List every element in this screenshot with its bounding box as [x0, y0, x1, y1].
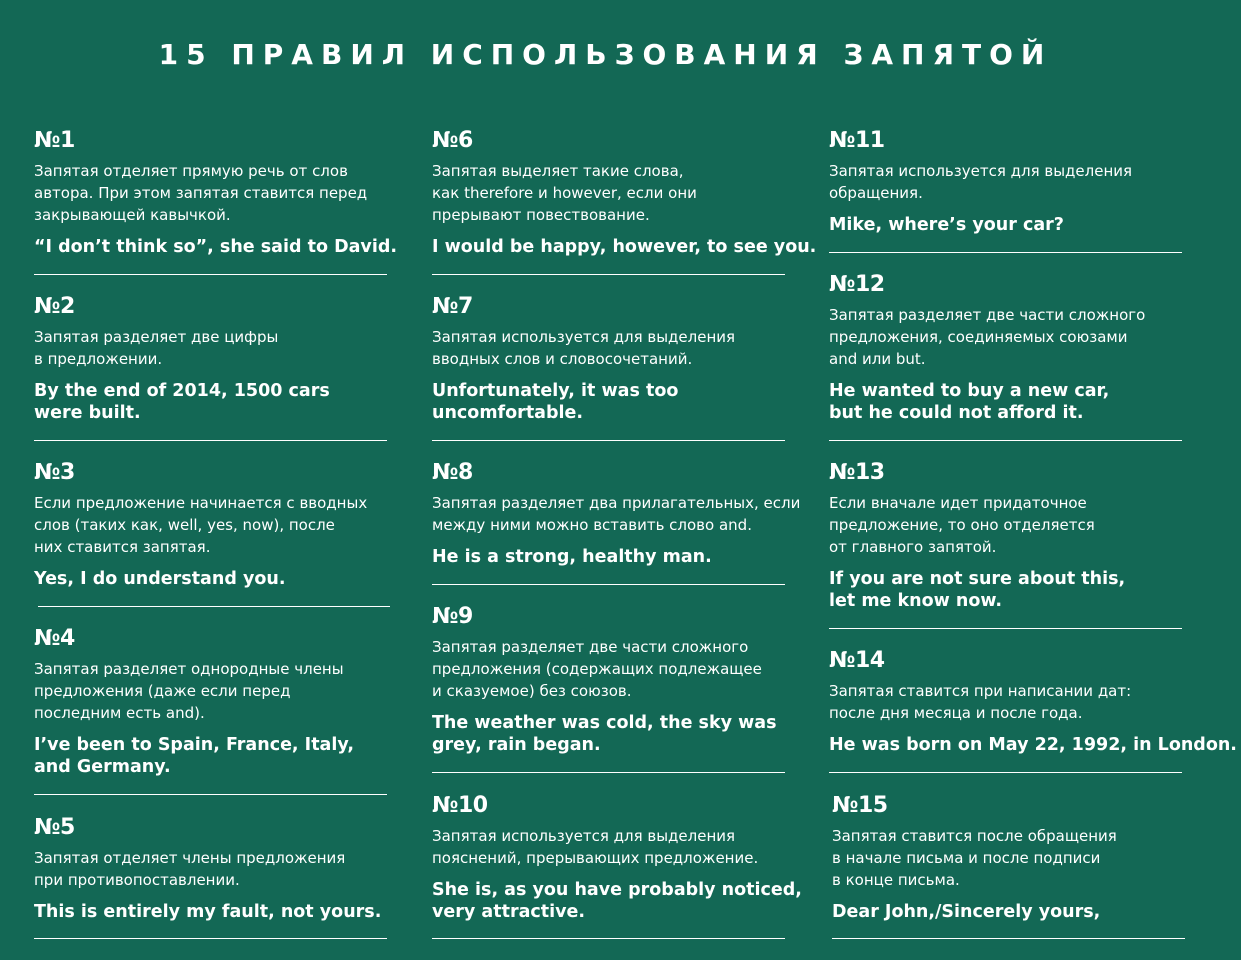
- rule-example: He was born on May 22, 1992, in London.: [829, 735, 1237, 755]
- divider: [38, 606, 390, 607]
- divider: [432, 938, 785, 939]
- rule-example: Unfortunately, it was too uncomfortable.: [432, 381, 679, 423]
- divider: [432, 584, 785, 585]
- divider: [34, 440, 387, 441]
- rule-example: She is, as you have probably noticed, very attractive.: [432, 880, 802, 922]
- rule-example: Mike, where’s your car?: [829, 215, 1064, 235]
- rule-number: №3: [34, 460, 75, 485]
- rule-description: Запятая разделяет две части сложного предложения, соединяемых союзами and или but.: [829, 306, 1146, 368]
- rule-12: [829, 272, 1145, 424]
- rule-number: №13: [829, 460, 885, 485]
- rule-description: Запятая используется для выделения пояснений, прерывающих предложение.: [432, 827, 759, 867]
- rule-number: №14: [829, 648, 885, 673]
- rule-example: I would be happy, however, to see you.: [432, 237, 817, 257]
- divider: [432, 274, 785, 275]
- rule-number: №12: [829, 272, 885, 297]
- rule-number: №11: [829, 128, 885, 153]
- rule-8: [432, 460, 800, 568]
- rule-example: He is a strong, healthy man.: [432, 547, 712, 567]
- rule-number: №7: [432, 294, 473, 319]
- rule-example: He wanted to buy a new car, but he could not afford it.: [829, 381, 1110, 423]
- divider: [829, 628, 1182, 629]
- rule-2: [34, 294, 330, 424]
- rule-description: Запятая отделяет члены предложения при противопоставлении.: [34, 849, 346, 889]
- rule-description: Запятая ставится при написании дат: после дня месяца и после года.: [829, 682, 1132, 722]
- rule-number: №2: [34, 294, 75, 319]
- rule-example: The weather was cold, the sky was grey, rain began.: [432, 713, 777, 755]
- rule-number: №4: [34, 626, 75, 651]
- rule-9: [432, 604, 777, 756]
- rule-number: №5: [34, 815, 75, 840]
- rule-13: [829, 460, 1125, 612]
- rule-example: This is entirely my fault, not yours.: [34, 902, 382, 922]
- rule-example: “I don’t think so”, she said to David.: [34, 237, 397, 257]
- rule-description: Запятая разделяет две части сложного предложения (содержащих подлежащее и сказуемое) без союзов.: [432, 638, 762, 700]
- rule-1: [34, 128, 397, 258]
- divider: [34, 938, 387, 939]
- rule-description: Запятая разделяет две цифры в предложении.: [34, 328, 279, 368]
- rule-description: Запятая разделяет однородные члены предложения (даже если перед последним есть and).: [34, 660, 344, 722]
- divider: [432, 772, 785, 773]
- rule-description: Запятая разделяет два прилагательных, если между ними можно вставить слово and.: [432, 494, 801, 534]
- rule-number: №15: [832, 793, 888, 818]
- rule-example: Yes, I do understand you.: [34, 569, 286, 589]
- rule-example: I’ve been to Spain, France, Italy, and Germany.: [34, 735, 355, 777]
- rule-number: №9: [432, 604, 473, 629]
- rule-description: Если вначале идет придаточное предложение, то оно отделяется от главного запятой.: [829, 494, 1095, 556]
- rule-5: [34, 815, 381, 923]
- rule-description: Если предложение начинается с вводных слов (таких как, well, yes, now), после них ставится запятая.: [34, 494, 368, 556]
- divider: [829, 440, 1182, 441]
- rule-description: Запятая отделяет прямую речь от слов автора. При этом запятая ставится перед закрывающей кавычкой.: [34, 162, 368, 224]
- rule-10: [432, 793, 802, 923]
- rule-description: Запятая выделяет такие слова, как therefore и however, если они прерывают повествование.: [432, 162, 697, 224]
- divider: [829, 252, 1182, 253]
- rule-7: [432, 294, 735, 424]
- divider: [34, 274, 387, 275]
- rule-14: [829, 648, 1237, 756]
- rule-example: By the end of 2014, 1500 cars were built.: [34, 381, 330, 423]
- rule-number: №1: [34, 128, 75, 153]
- rule-4: [34, 626, 354, 778]
- rule-15: [832, 793, 1117, 923]
- rule-3: [34, 460, 367, 590]
- divider: [34, 794, 387, 795]
- page-title: 15 ПРАВИЛ ИСПОЛЬЗОВАНИЯ ЗАПЯТОЙ: [158, 38, 1053, 71]
- rule-11: [829, 128, 1132, 236]
- rule-example: If you are not sure about this, let me know now.: [829, 569, 1126, 611]
- divider: [829, 772, 1182, 773]
- rule-6: [432, 128, 816, 258]
- divider: [432, 440, 785, 441]
- rule-example: Dear John,/Sincerely yours,: [832, 902, 1101, 922]
- rule-number: №6: [432, 128, 473, 153]
- divider: [832, 938, 1185, 939]
- rule-description: Запятая ставится после обращения в начале письма и после подписи в конце письма.: [832, 827, 1117, 889]
- rule-number: №8: [432, 460, 473, 485]
- rule-description: Запятая используется для выделения вводных слов и словосочетаний.: [432, 328, 736, 368]
- rule-description: Запятая используется для выделения обращения.: [829, 162, 1133, 202]
- rule-number: №10: [432, 793, 488, 818]
